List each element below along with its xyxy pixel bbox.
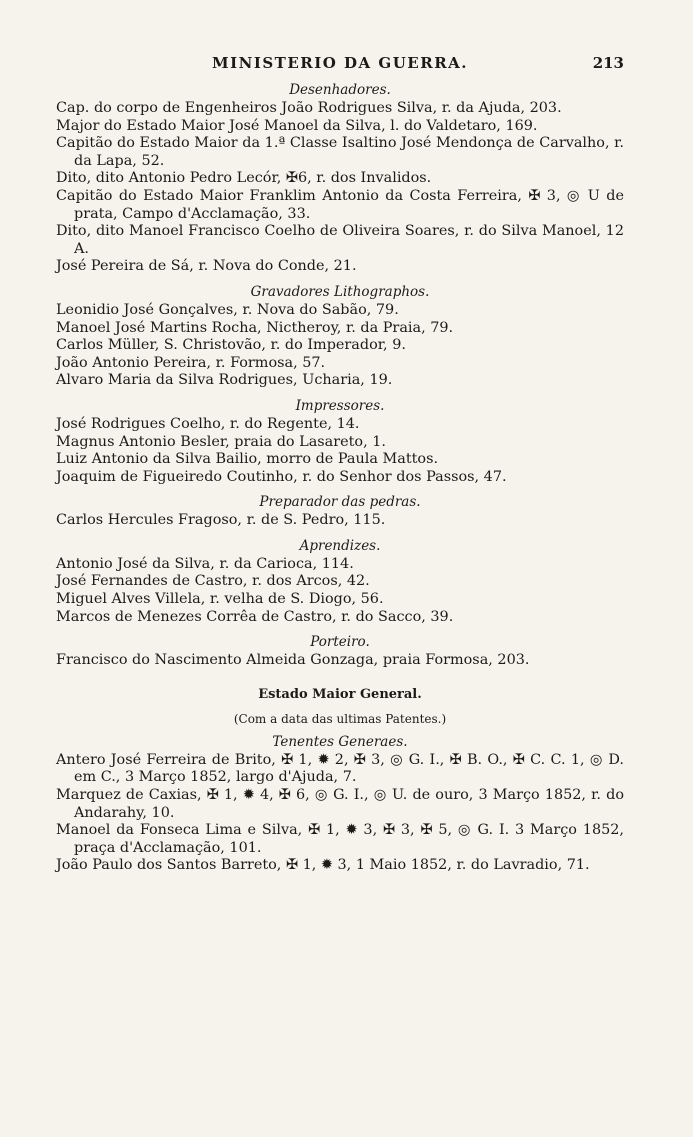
list-entry: José Rodrigues Coelho, r. do Regente, 14.	[56, 415, 360, 432]
page-header	[56, 54, 624, 76]
list-entry: Manoel José Martins Rocha, Nictheroy, r. da Praia, 79.	[56, 319, 454, 336]
section-heading-tenentes: Tenentes Generaes.	[272, 733, 408, 750]
section-note: (Com a data das ultimas Patentes.)	[233, 711, 447, 726]
list-entry: Capitão do Estado Maior da 1.ª Classe Isaltino José Mendonça de Carvalho, r. da Lapa, 52.	[56, 135, 624, 169]
section-title-estado-maior: Estado Maior General.	[258, 686, 422, 702]
list-entry: José Fernandes de Castro, r. dos Arcos, 42.	[56, 573, 370, 590]
list-entry: Major do Estado Maior José Manoel da Silva, l. do Valdetaro, 169.	[56, 117, 538, 134]
list-entry: Alvaro Maria da Silva Rodrigues, Ucharia, 19.	[56, 372, 393, 389]
list-entry: Leonidio José Gonçalves, r. Nova do Sabão, 79.	[56, 301, 399, 318]
list-entry: Antero José Ferreira de Brito, ✠ 1, ✹ 2, ✠ 3, ◎ G. I., ✠ B. O., ✠ C. C. 1, ◎ D. em C., 3 Março 1852, largo d'Ajuda, 7.	[56, 751, 624, 786]
running-head: MINISTERIO DA GUERRA.	[211, 54, 469, 72]
list-entry: Capitão do Estado Maior Franklim Antonio da Costa Ferreira, ✠ 3, ◎ U de prata, Campo d'Acclamação, 33.	[56, 187, 624, 222]
section-heading-gravadores: Gravadores Lithographos.	[250, 283, 430, 300]
section-heading-porteiro: Porteiro.	[310, 634, 370, 651]
list-entry: Francisco do Nascimento Almeida Gonzaga, praia Formosa, 203.	[56, 652, 530, 669]
list-entry: Carlos Hercules Fragoso, r. de S. Pedro, 115.	[56, 512, 386, 529]
list-entry: Cap. do corpo de Engenheiros João Rodrigues Silva, r. da Ajuda, 203.	[56, 100, 562, 116]
list-entry: Joaquim de Figueiredo Coutinho, r. do Senhor dos Passos, 47.	[56, 468, 507, 485]
section-heading-aprendizes: Aprendizes.	[299, 537, 381, 554]
list-entry: Magnus Antonio Besler, praia do Lasareto, 1.	[56, 433, 386, 450]
list-entry: Marquez de Caxias, ✠ 1, ✹ 4, ✠ 6, ◎ G. I., ◎ U. de ouro, 3 Março 1852, r. do Andarahy, 10.	[56, 787, 624, 821]
section-heading-impressores: Impressores.	[295, 397, 385, 414]
list-entry: Dito, dito Manoel Francisco Coelho de Oliveira Soares, r. do Silva Manoel, 12 A.	[56, 223, 624, 257]
section-heading-desenhadores: Desenhadores.	[289, 82, 391, 98]
page-number: 213	[592, 54, 624, 72]
list-entry: João Antonio Pereira, r. Formosa, 57.	[56, 354, 326, 371]
page-body	[56, 80, 624, 875]
list-entry: Antonio José da Silva, r. da Carioca, 114.	[56, 555, 354, 572]
list-entry: Carlos Müller, S. Christovão, r. do Imperador, 9.	[56, 337, 406, 354]
list-entry: José Pereira de Sá, r. Nova do Conde, 21.	[56, 258, 357, 275]
section-heading-preparador: Preparador das pedras.	[259, 494, 421, 511]
list-entry: Miguel Alves Villela, r. velha de S. Diogo, 56.	[56, 591, 384, 608]
list-entry: Luiz Antonio da Silva Bailio, morro de Paula Mattos.	[56, 451, 439, 468]
list-entry: Manoel da Fonseca Lima e Silva, ✠ 1, ✹ 3, ✠ 3, ✠ 5, ◎ G. I. 3 Março 1852, praça d'Acclamação, 101.	[56, 822, 624, 856]
list-entry: Dito, dito Antonio Pedro Lecór, ✠6, r. dos Invalidos.	[56, 170, 432, 187]
list-entry: Marcos de Menezes Corrêa de Castro, r. do Sacco, 39.	[56, 608, 454, 625]
list-entry: João Paulo dos Santos Barreto, ✠ 1, ✹ 3, 1 Maio 1852, r. do Lavradio, 71.	[56, 857, 590, 874]
